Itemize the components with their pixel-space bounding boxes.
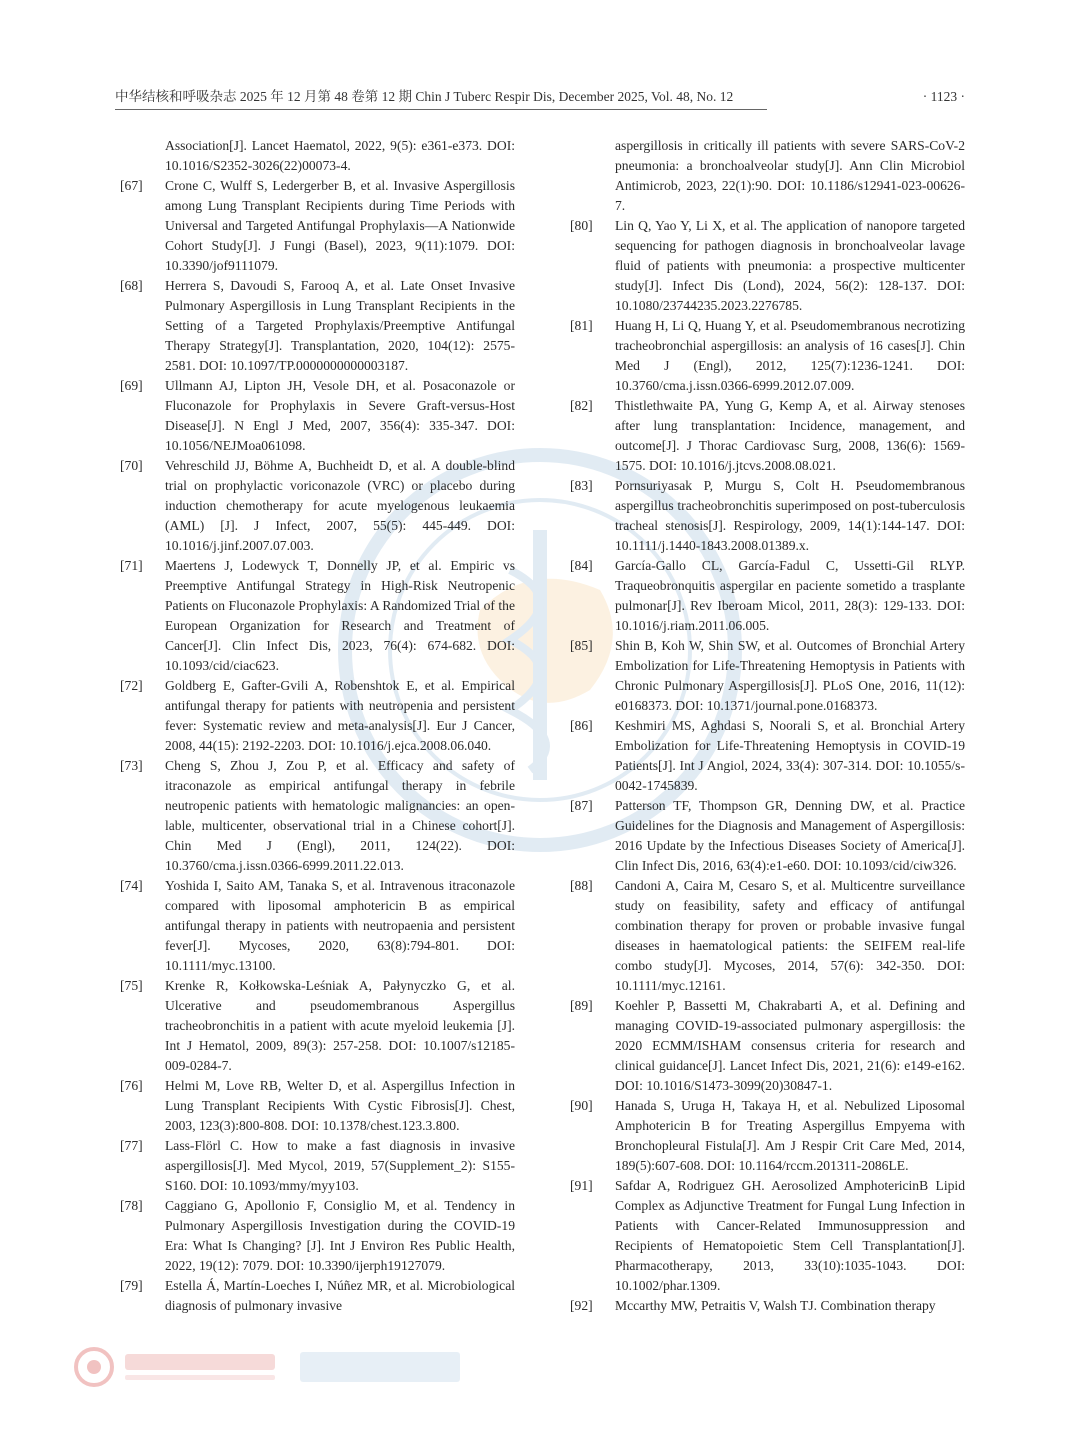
reference-text: Yoshida I, Saito AM, Tanaka S, et al. Intravenous itraconazole compared with liposomal amphotericin B as empirical antifungal therapy in patients with neutropaenia and persistent fever[J]. Mycoses, 2020, 63(8):794-801. DOI: 10.1111/myc.13100. (165, 878, 515, 973)
reference-number: [78] (120, 1198, 143, 1213)
reference-entry (565, 996, 965, 1096)
reference-number: [88] (570, 878, 593, 893)
reference-text: Mccarthy MW, Petraitis V, Walsh TJ. Combination therapy (615, 1298, 936, 1313)
reference-entry (115, 1276, 515, 1316)
reference-text: Candoni A, Caira M, Cesaro S, et al. Multicentre surveillance study on feasibility, safety and efficacy of antifungal combination therapy for proven or probable invasive fungal diseases in haematological patients: the SEIFEM real-life combo study[J]. Mycoses, 2014, 57(6): 342-350. DOI: 10.1111/myc.12161. (615, 878, 965, 993)
reference-entry (115, 456, 515, 556)
reference-entry (115, 556, 515, 676)
reference-number: [85] (570, 638, 593, 653)
reference-text: Herrera S, Davoudi S, Farooq A, et al. Late Onset Invasive Pulmonary Aspergillosis in Lung Transplant Recipients in the Setting of a Targeted Prophylaxis/Preemptive Antifungal Therapy Strategy[J]. Transplantation, 2020, 104(12): 2575-2581. DOI: 10.1097/TP.0000000000003187. (165, 278, 515, 373)
reference-entry (115, 276, 515, 376)
reference-text: Krenke R, Kołkowska-Leśniak A, Pałynyczko G, et al. Ulcerative and pseudomembranous Aspergillus tracheobronchitis in a patient with acute myeloid leukemia [J]. Int J Hematol, 2009, 89(3): 257-258. DOI: 10.1007/s12185-009-0284-7. (165, 978, 515, 1073)
reference-text: aspergillosis in critically ill patients with severe SARS-CoV-2 pneumonia: a bronchoalveolar study[J]. Ann Clin Microbiol Antimicrob, 2023, 22(1):90. DOI: 10.1186/s12941-023-00626-7. (615, 138, 965, 213)
reference-entry (565, 556, 965, 636)
reference-entry (565, 396, 965, 476)
reference-entry (565, 1096, 965, 1176)
reference-text: Koehler P, Bassetti M, Chakrabarti A, et al. Defining and managing COVID-19-associated pulmonary aspergillosis: the 2020 ECMM/ISHAM consensus criteria for research and clinical guidance[J]. Lancet Infect Dis, 2021, 21(6): e149-e162. DOI: 10.1016/S1473-3099(20)30847-1. (615, 998, 965, 1093)
reference-entry (115, 1076, 515, 1136)
header-rule (115, 109, 767, 110)
reference-number: [82] (570, 398, 593, 413)
reference-entry (115, 1196, 515, 1276)
reference-number: [80] (570, 218, 593, 233)
reference-text: Vehreschild JJ, Böhme A, Buchheidt D, et al. A double-blind trial on prophylactic voriconazole (VRC) or placebo during induction chemotherapy for acute myelogenous leukaemia (AML) [J]. J Infect, 2007, 55(5): 445-449. DOI: 10.1016/j.jinf.2007.07.003. (165, 458, 515, 553)
reference-number: [87] (570, 798, 593, 813)
reference-entry (115, 136, 515, 176)
reference-entry (115, 1136, 515, 1196)
reference-text: Ullmann AJ, Lipton JH, Vesole DH, et al. Posaconazole or Fluconazole for Prophylaxis in Severe Graft-versus-Host Disease[J]. N Engl J Med, 2007, 356(4): 335-347. DOI: 10.1056/NEJMoa061098. (165, 378, 515, 453)
reference-entry (565, 716, 965, 796)
reference-text: Caggiano G, Apollonio F, Consiglio M, et al. Tendency in Pulmonary Aspergillosis Investigation during the COVID-19 Era: What Is Changing? [J]. Int J Environ Res Public Health, 2022, 19(12): 7079. DOI: 10.3390/ijerph19127079. (165, 1198, 515, 1273)
reference-number: [76] (120, 1078, 143, 1093)
reference-text: Keshmiri MS, Aghdasi S, Noorali S, et al. Bronchial Artery Embolization for Life-Threatening Hemoptysis in COVID-19 Patients[J]. Int J Angiol, 2024, 33(4): 307-314. DOI: 10.1055/s-0042-1745839. (615, 718, 965, 793)
reference-entry (115, 176, 515, 276)
reference-entry (565, 1176, 965, 1296)
publisher-logo-icon (70, 1342, 490, 1392)
reference-text: Estella Á, Martín-Loeches I, Núñez MR, et al. Microbiological diagnosis of pulmonary invasive (165, 1278, 515, 1313)
reference-entry (115, 876, 515, 976)
reference-entry (565, 216, 965, 316)
reference-number: [73] (120, 758, 143, 773)
reference-number: [86] (570, 718, 593, 733)
reference-number: [74] (120, 878, 143, 893)
reference-number: [79] (120, 1278, 143, 1293)
reference-text: Pornsuriyasak P, Murgu S, Colt H. Pseudomembranous aspergillus tracheobronchitis superimposed on post-tuberculosis tracheal stenosis[J]. Respirology, 2009, 14(1):144-147. DOI: 10.1111/j.1440-1843.2008.01389.x. (615, 478, 965, 553)
reference-number: [72] (120, 678, 143, 693)
reference-entry (565, 316, 965, 396)
reference-entry (565, 876, 965, 996)
reference-number: [81] (570, 318, 593, 333)
reference-number: [71] (120, 558, 143, 573)
reference-entry (565, 1296, 965, 1316)
reference-number: [89] (570, 998, 593, 1013)
reference-text: Thistlethwaite PA, Yung G, Kemp A, et al. Airway stenoses after lung transplantation: Incidence, management, and outcome[J]. J Thorac Cardiovasc Surg, 2008, 136(6): 1569-1575. DOI: 10.1016/j.jtcvs.2008.08.021. (615, 398, 965, 473)
reference-number: [84] (570, 558, 593, 573)
reference-entry (115, 376, 515, 456)
reference-text: Crone C, Wulff S, Ledergerber B, et al. Invasive Aspergillosis among Lung Transplant Recipients during Time Periods with Universal and Targeted Antifungal Prophylaxis—A Nationwide Cohort Study[J]. J Fungi (Basel), 2023, 9(11):1079. DOI: 10.3390/jof9111079. (165, 178, 515, 273)
right-column (565, 136, 965, 1316)
reference-entry (115, 976, 515, 1076)
reference-number: [83] (570, 478, 593, 493)
reference-text: Goldberg E, Gafter-Gvili A, Robenshtok E, et al. Empirical antifungal therapy for patients with neutropenia and persistent fever: Systematic review and meta-analysis[J]. Eur J Cancer, 2008, 44(15): 2192-2203. DOI: 10.1016/j.ejca.2008.06.040. (165, 678, 515, 753)
running-header (115, 87, 965, 107)
reference-text: Hanada S, Uruga H, Takaya H, et al. Nebulized Liposomal Amphotericin B for Treating Aspergillus Empyema with Bronchopleural Fistula[J]. Am J Respir Crit Care Med, 2014, 189(5):607-608. DOI: 10.1164/rccm.201311-2086LE. (615, 1098, 965, 1173)
left-column (115, 136, 515, 1316)
reference-entry (565, 636, 965, 716)
reference-number: [92] (570, 1298, 593, 1313)
reference-text: Patterson TF, Thompson GR, Denning DW, et al. Practice Guidelines for the Diagnosis and Management of Aspergillosis: 2016 Update by the Infectious Diseases Society of America[J]. Clin Infect Dis, 2016, 63(4):e1-e60. DOI: 10.1093/cid/ciw326. (615, 798, 965, 873)
reference-entry (115, 756, 515, 876)
reference-text: Safdar A, Rodriguez GH. Aerosolized AmphotericinB Lipid Complex as Adjunctive Treatment for Fungal Lung Infection in Patients with Cancer-Related Immunosuppression and Recipients of Hematopoietic Stem Cell Transplantation[J]. Pharmacotherapy, 2013, 33(10):1035-1043. DOI: 10.1002/phar.1309. (615, 1178, 965, 1293)
reference-text: Shin B, Koh W, Shin SW, et al. Outcomes of Bronchial Artery Embolization for Life-Threatening Hemoptysis in Patients with Chronic Pulmonary Aspergillosis[J]. PLoS One, 2016, 11(12): e0168373. DOI: 10.1371/journal.pone.0168373. (615, 638, 965, 713)
reference-text: Huang H, Li Q, Huang Y, et al. Pseudomembranous necrotizing tracheobronchial aspergillosis: an analysis of 16 cases[J]. Chin Med J (Engl), 2012, 125(7):1236-1241. DOI: 10.3760/cma.j.issn.0366-6999.2012.07.009. (615, 318, 965, 393)
reference-text: Cheng S, Zhou J, Zou P, et al. Efficacy and safety of itraconazole as empirical antifungal therapy in febrile neutropenic patients with hematologic malignancies: an open-lable, multicenter, observational trial in a Chinese cohort[J]. Chin Med J (Engl), 2011, 124(22). DOI: 10.3760/cma.j.issn.0366-6999.2011.22.013. (165, 758, 515, 873)
reference-number: [75] (120, 978, 143, 993)
reference-text: Helmi M, Love RB, Welter D, et al. Aspergillus Infection in Lung Transplant Recipients With Cystic Fibrosis[J]. Chest, 2003, 123(3):800-808. DOI: 10.1378/chest.123.3.800. (165, 1078, 515, 1133)
reference-number: [68] (120, 278, 143, 293)
reference-number: [67] (120, 178, 143, 193)
reference-number: [70] (120, 458, 143, 473)
reference-number: [90] (570, 1098, 593, 1113)
reference-text: Lin Q, Yao Y, Li X, et al. The application of nanopore targeted sequencing for pathogen diagnosis in bronchoalveolar lavage fluid of patients with pneumonia: a prospective multicenter study[J]. Infect Dis (Lond), 2024, 56(2): 128-137. DOI: 10.1080/23744235.2023.2276785. (615, 218, 965, 313)
page-number: · 1123 · (922, 89, 965, 104)
reference-text: Association[J]. Lancet Haematol, 2022, 9(5): e361-e373. DOI: 10.1016/S2352-3026(22)00073-4. (165, 138, 515, 173)
reference-number: [69] (120, 378, 143, 393)
reference-entry (565, 796, 965, 876)
reference-text: García-Gallo CL, García-Fadul C, Ussetti-Gil RLYP. Traqueobronquitis aspergilar en paciente sometido a trasplante pulmonar[J]. Rev Iberoam Micol, 2011, 28(3): 129-133. DOI: 10.1016/j.riam.2011.06.005. (615, 558, 965, 633)
reference-number: [91] (570, 1178, 593, 1193)
reference-text: Maertens J, Lodewyck T, Donnelly JP, et al. Empiric vs Preemptive Antifungal Strategy in High-Risk Neutropenic Patients on Fluconazole Prophylaxis: A Randomized Trial of the European Organization for Research and Treatment of Cancer[J]. Clin Infect Dis, 2023, 76(4): 674-682. DOI: 10.1093/cid/ciac623. (165, 558, 515, 673)
journal-line: 中华结核和呼吸杂志 2025 年 12 月第 48 卷第 12 期 Chin J Tuberc Respir Dis, December 2025, Vol. 48, No. 12 (115, 89, 734, 104)
reference-entry (565, 136, 965, 216)
reference-entry (115, 676, 515, 756)
reference-number: [77] (120, 1138, 143, 1153)
reference-entry (565, 476, 965, 556)
reference-text: Lass-Flörl C. How to make a fast diagnosis in invasive aspergillosis[J]. Med Mycol, 2019, 57(Supplement_2): S155-S160. DOI: 10.1093/mmy/myy103. (165, 1138, 515, 1193)
